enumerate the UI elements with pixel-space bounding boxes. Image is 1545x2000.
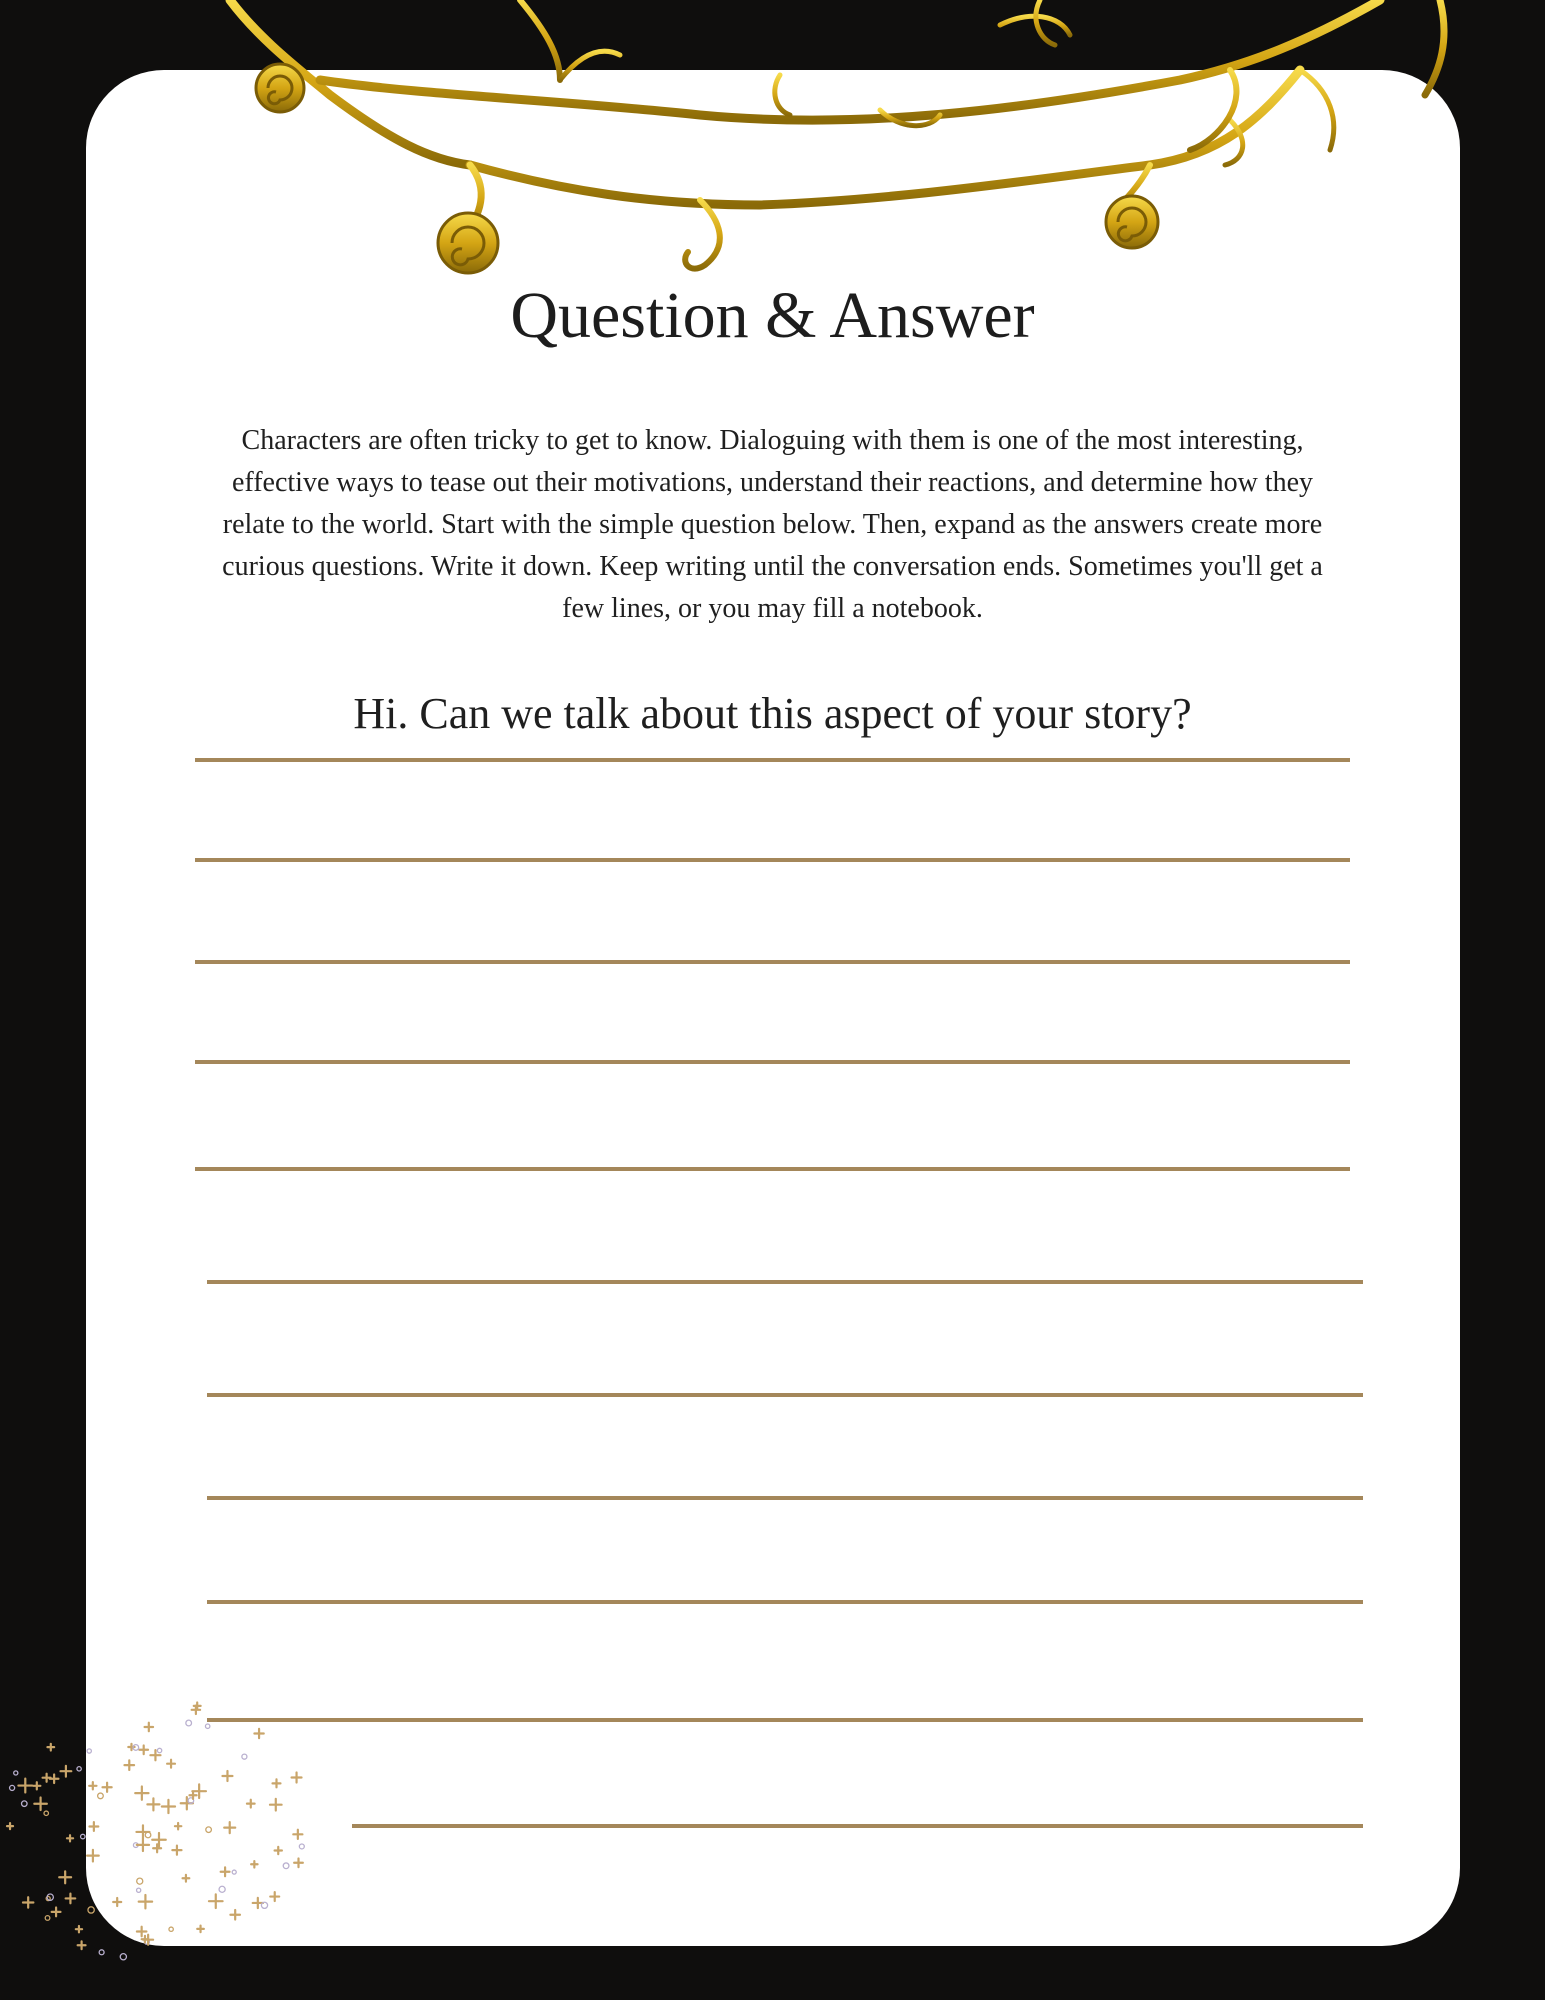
writing-line[interactable]: [207, 1280, 1363, 1284]
writing-line[interactable]: [207, 1600, 1363, 1604]
writing-line[interactable]: [195, 1060, 1350, 1064]
writing-line[interactable]: [207, 1496, 1363, 1500]
prompt-question: Hi. Can we talk about this aspect of your story?: [353, 689, 1192, 738]
page-title: Question & Answer: [510, 279, 1035, 352]
writing-line[interactable]: [195, 1167, 1350, 1171]
writing-line[interactable]: [195, 858, 1350, 862]
writing-line[interactable]: [207, 1393, 1363, 1397]
writing-line[interactable]: [207, 1718, 1363, 1722]
writing-line[interactable]: [195, 758, 1350, 762]
writing-line[interactable]: [352, 1824, 1363, 1828]
writing-line[interactable]: [195, 960, 1350, 964]
intro-paragraph: Characters are often tricky to get to know. Dialoguing with them is one of the most interesting, effective ways to tease out their motivations, understand their reactions, and determine how they relate to the world. Start with the simple question below. Then, expand as the answers create more curious questions. Write it down. Keep writing until the conversation ends. Sometimes you'll get a few lines, or you may fill a notebook.: [222, 425, 1323, 624]
